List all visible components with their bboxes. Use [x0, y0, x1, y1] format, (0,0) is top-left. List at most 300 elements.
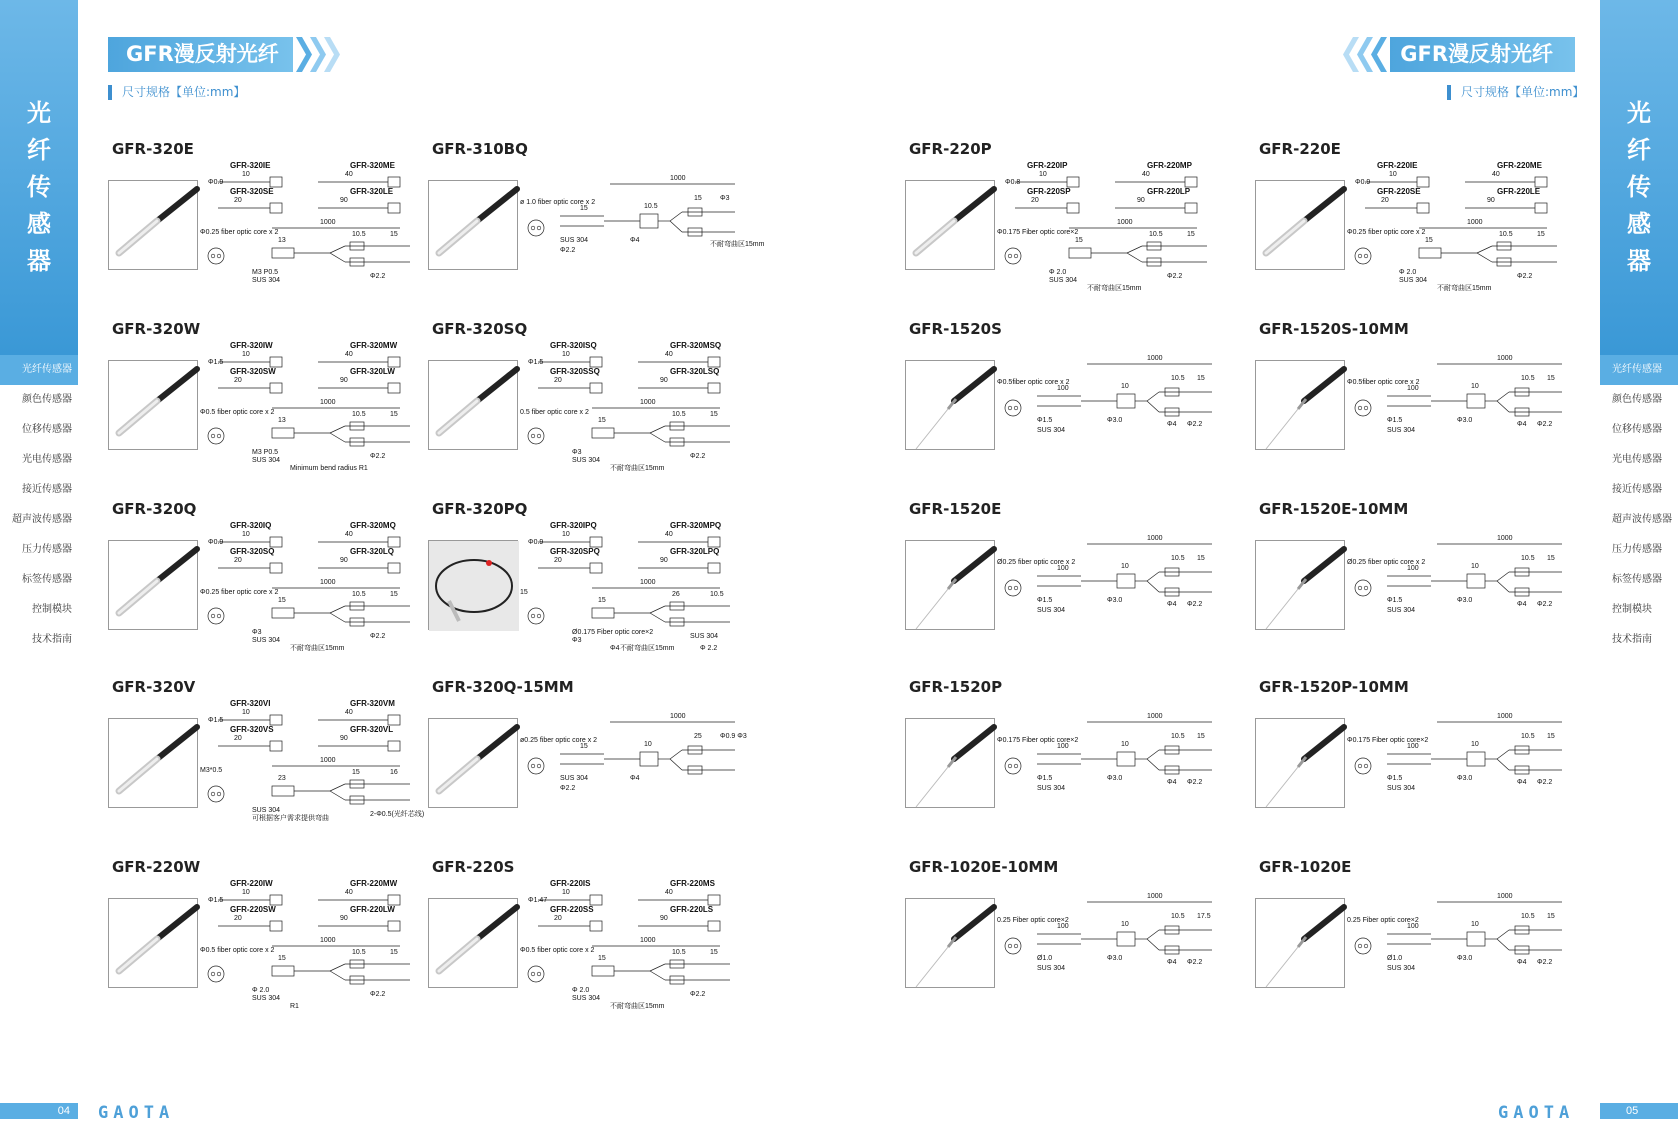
dimension-label: 10	[1121, 383, 1129, 390]
dimension-label: 不耐弯曲区15mm	[610, 465, 665, 472]
dimension-label: Φ3	[572, 449, 582, 456]
dimension-label: Φ4	[630, 775, 640, 782]
dimension-label: 1000	[320, 757, 336, 764]
nav-item-fiber[interactable]: 光纤传感器	[0, 355, 78, 385]
product-card	[428, 678, 758, 853]
dimension-drawing	[200, 694, 425, 834]
dimension-label: Φ1.5	[1387, 417, 1403, 424]
dimension-label: 不耐弯曲区15mm	[620, 645, 675, 652]
dimension-label: 15	[1187, 231, 1195, 238]
dimension-label: 1000	[640, 937, 656, 944]
dimension-label: GFR-320VS	[230, 725, 274, 734]
dimension-label: Φ4	[1517, 601, 1527, 608]
dimension-label: Ø1.0	[1387, 955, 1403, 962]
dimension-drawing	[1347, 156, 1567, 296]
brand-logo-right: GAOTA	[1498, 1103, 1575, 1123]
dimension-label: Φ1.5	[1037, 775, 1053, 782]
dimension-drawing	[520, 516, 740, 656]
dimension-label: M3 P0.5	[252, 269, 279, 276]
dimension-label: 10	[1121, 563, 1129, 570]
dimension-label: 10.5	[672, 411, 686, 418]
dimension-label: 0.25 Fiber optic core×2	[1347, 917, 1419, 924]
dimension-label: 1000	[1147, 535, 1163, 542]
nav-item-color[interactable]: 颜色传感器	[22, 394, 72, 405]
dimension-label: 15	[390, 411, 398, 418]
dimension-label: 1000	[320, 399, 336, 406]
dimension-label: 15	[1197, 733, 1205, 740]
dimension-label: Φ1.5	[528, 359, 544, 366]
dimension-label: 26	[672, 591, 680, 598]
nav-item-control-r[interactable]: 控制模块	[1612, 604, 1652, 615]
product-card	[1255, 858, 1585, 1033]
dimension-label: GFR-220SE	[1377, 187, 1421, 196]
dimension-label: Φ 2.0	[1049, 269, 1067, 276]
dimension-drawing	[997, 516, 1217, 656]
product-name: GFR-1020E	[1259, 858, 1352, 876]
dimension-label: Φ4	[1517, 421, 1527, 428]
nav-item-photoelectric-r[interactable]: 光电传感器	[1612, 454, 1662, 465]
vertical-title-right: 光 纤 传 感 器	[1627, 99, 1651, 275]
dimension-label: GFR-320IE	[230, 161, 271, 170]
dimension-label: 10	[562, 531, 570, 538]
dimension-label: SUS 304	[252, 637, 281, 644]
footer-left	[0, 1103, 300, 1123]
dimension-label: GFR-320MSQ	[670, 341, 722, 350]
nav-item-label[interactable]: 标签传感器	[22, 574, 72, 585]
nav-item-ultrasonic-r[interactable]: 超声波传感器	[1612, 514, 1672, 525]
dimension-label: GFR-320SSQ	[550, 367, 600, 376]
dimension-label: GFR-320SQ	[230, 547, 275, 556]
dimension-label: 1000	[640, 579, 656, 586]
product-name: GFR-320E	[112, 140, 194, 158]
dimension-label: GFR-320MW	[350, 341, 398, 350]
dimension-label: 10	[1471, 563, 1479, 570]
dimension-label: 10.5	[1171, 555, 1185, 562]
dimension-label: GFR-320SE	[230, 187, 274, 196]
dimension-label: 20	[1381, 197, 1389, 204]
dimension-label: Φ0.5fiber optic core x 2	[997, 379, 1070, 386]
dimension-label: 40	[345, 889, 353, 896]
product-photo	[1255, 360, 1345, 450]
dimension-label: Φ0.9	[208, 179, 224, 186]
dimension-label: Φ0.5 fiber optic core x 2	[200, 409, 275, 416]
dimension-label: SUS 304	[1387, 427, 1416, 434]
dimension-label: GFR-320SPQ	[550, 547, 600, 556]
dimension-label: 10	[242, 531, 250, 538]
dimension-label: 10	[562, 351, 570, 358]
dimension-label: 1000	[1497, 893, 1513, 900]
dimension-drawing	[1347, 336, 1567, 476]
dimension-label: SUS 304	[252, 807, 281, 814]
dimension-label: 15	[598, 597, 606, 604]
product-photo	[428, 718, 518, 808]
product-name: GFR-320SQ	[432, 320, 528, 338]
product-photo	[905, 718, 995, 808]
dimension-label: 15	[1547, 375, 1555, 382]
product-name: GFR-320PQ	[432, 500, 528, 518]
dimension-label: 15	[1537, 231, 1545, 238]
dimension-label: 10.5	[1521, 913, 1535, 920]
dimension-label: Minimum bend radius R1	[290, 465, 368, 472]
dimension-label: 40	[1142, 171, 1150, 178]
dimension-label: 不耐弯曲区15mm	[1437, 285, 1492, 292]
dimension-label: Φ 2.0	[252, 987, 270, 994]
dimension-label: Φ4	[1167, 959, 1177, 966]
dimension-label: 1000	[1497, 355, 1513, 362]
dimension-label: 10	[562, 889, 570, 896]
product-photo	[1255, 718, 1345, 808]
footer-right	[1380, 1103, 1678, 1123]
dimension-label: 10.5	[710, 591, 724, 598]
dimension-label: 90	[340, 915, 348, 922]
dimension-label: 1000	[1467, 219, 1483, 226]
dimension-label: Φ1.5	[208, 897, 224, 904]
dimension-label: 1000	[1497, 713, 1513, 720]
dimension-label: Φ1.5	[1037, 597, 1053, 604]
dimension-label: GFR-220ME	[1497, 161, 1542, 170]
dimension-label: Φ0.25 fiber optic core x 2	[200, 229, 279, 236]
dimension-label: GFR-320MQ	[350, 521, 396, 530]
dimension-label: Ø0.175 Fiber optic core×2	[572, 629, 654, 636]
dimension-label: Φ4	[610, 645, 620, 652]
vertical-title-left: 光 纤 传 感 器	[27, 99, 51, 275]
dimension-label: GFR-220IS	[550, 879, 591, 888]
dimension-label: 20	[1031, 197, 1039, 204]
dimension-label: 不耐弯曲区15mm	[610, 1003, 665, 1010]
dimension-label: GFR-320IPQ	[550, 521, 597, 530]
dimension-label: 10	[1471, 741, 1479, 748]
section-title-right: GFR漫反射光纤	[1400, 42, 1553, 66]
dimension-label: 15	[580, 743, 588, 750]
section-banner-left	[108, 37, 340, 72]
dimension-label: 15	[710, 411, 718, 418]
dimension-label: 40	[345, 351, 353, 358]
dimension-label: Φ1.5	[1387, 597, 1403, 604]
dimension-label: 15	[390, 949, 398, 956]
dimension-label: Φ0.175 Fiber optic core×2	[997, 737, 1079, 744]
dimension-label: 90	[340, 557, 348, 564]
dimension-label: 1000	[670, 175, 686, 182]
dimension-label: 40	[665, 351, 673, 358]
dimension-label: Φ3.0	[1457, 597, 1473, 604]
dimension-label: 15	[710, 949, 718, 956]
chevron-left-icon	[1371, 37, 1387, 72]
nav-item-guide[interactable]: 技术指南	[32, 634, 72, 645]
dimension-label: SUS 304	[1387, 607, 1416, 614]
dimension-label: Φ1.5	[208, 359, 224, 366]
nav-item-photoelectric[interactable]: 光电传感器	[22, 454, 72, 465]
product-photo	[905, 898, 995, 988]
dimension-label: 90	[340, 735, 348, 742]
dimension-label: Φ0.25 fiber optic core x 2	[1347, 229, 1426, 236]
dimension-label: Φ2.2	[1187, 601, 1203, 608]
dimension-label: 100	[1407, 385, 1419, 392]
dimension-label: 10.5	[644, 203, 658, 210]
dimension-label: Φ0.9	[1355, 179, 1371, 186]
nav-item-displacement-r[interactable]: 位移传感器	[1612, 424, 1662, 435]
product-name: GFR-1020E-10MM	[909, 858, 1059, 876]
dimension-label: GFR-320LE	[350, 187, 394, 196]
product-name: GFR-1520S	[909, 320, 1002, 338]
dimension-label: 10	[242, 171, 250, 178]
dimension-label: Φ1.5	[1037, 417, 1053, 424]
product-photo	[108, 718, 198, 808]
dimension-label: 17.5	[1197, 913, 1211, 920]
dimension-label: 100	[1407, 565, 1419, 572]
dimension-label: SUS 304	[1037, 607, 1066, 614]
dimension-label: ø 1.0 fiber optic core x 2	[520, 199, 596, 206]
product-name: GFR-1520P	[909, 678, 1003, 696]
nav-item-label-r[interactable]: 标签传感器	[1612, 574, 1662, 585]
product-photo	[1255, 540, 1345, 630]
nav-item-color-r[interactable]: 颜色传感器	[1612, 394, 1662, 405]
nav-item-proximity[interactable]: 接近传感器	[22, 484, 72, 495]
right-nav	[1600, 355, 1678, 655]
dimension-label: 25	[694, 733, 702, 740]
dimension-label: 1000	[1147, 893, 1163, 900]
dimension-label: SUS 304	[252, 277, 281, 284]
dimension-label: 15	[1197, 555, 1205, 562]
dimension-label: SUS 304	[1399, 277, 1428, 284]
dimension-label: 不耐弯曲区15mm	[1087, 285, 1142, 292]
dimension-label: 10.5	[1521, 375, 1535, 382]
dimension-label: Φ2.2	[560, 247, 576, 254]
dimension-label: GFR-320VL	[350, 725, 394, 734]
dimension-label: 40	[345, 171, 353, 178]
product-card	[428, 140, 765, 315]
dimension-label: Φ3.0	[1107, 417, 1123, 424]
nav-item-displacement[interactable]: 位移传感器	[22, 424, 72, 435]
dimension-label: 10.5	[352, 591, 366, 598]
dimension-label: 40	[665, 531, 673, 538]
dimension-label: Φ0.25 fiber optic core x 2	[200, 589, 279, 596]
dimension-drawing	[997, 694, 1217, 834]
page-number-left: 04	[0, 1103, 78, 1119]
dimension-label: Φ0.5fiber optic core x 2	[1347, 379, 1420, 386]
dimension-label: Φ3.0	[1457, 955, 1473, 962]
product-card	[108, 678, 438, 853]
dimension-label: 10	[1121, 921, 1129, 928]
dimension-label: 15	[1547, 913, 1555, 920]
dimension-label: M3*0.5	[200, 767, 223, 774]
left-nav	[0, 355, 78, 655]
dimension-label: 10.5	[352, 949, 366, 956]
dimension-label: Φ2.2	[560, 785, 576, 792]
dimension-label: 1000	[320, 937, 336, 944]
dimension-label: 40	[345, 709, 353, 716]
dimension-label: SUS 304	[1387, 965, 1416, 972]
dimension-label: Φ2.2	[370, 991, 386, 998]
dimension-label: 10	[1039, 171, 1047, 178]
dimension-label: SUS 304	[560, 775, 589, 782]
dimension-label: Φ2.2	[370, 273, 386, 280]
product-card	[905, 140, 1235, 315]
dimension-label: 90	[660, 915, 668, 922]
dimension-drawing	[200, 336, 420, 476]
dimension-label: 0.5 fiber optic core x 2	[520, 409, 589, 416]
dimension-label: Ø0.25 fiber optic core x 2	[1347, 559, 1426, 566]
dimension-label: GFR-320SW	[230, 367, 276, 376]
dimension-drawing	[520, 874, 740, 1014]
dimension-label: 10	[1471, 383, 1479, 390]
dimension-label: 20	[554, 377, 562, 384]
dimension-label: Φ3	[720, 195, 730, 202]
dimension-label: 20	[234, 735, 242, 742]
chevron-right-icon	[324, 37, 340, 72]
dimension-label: GFR-220LS	[670, 905, 714, 914]
dimension-label: 10.5	[1521, 555, 1535, 562]
dimension-label: GFR-220LW	[350, 905, 395, 914]
dimension-label: 15	[1547, 733, 1555, 740]
dimension-label: 90	[340, 197, 348, 204]
dimension-drawing	[520, 694, 747, 834]
dimension-label: 1000	[1497, 535, 1513, 542]
dimension-label: GFR-220SS	[550, 905, 594, 914]
dimension-label: Ø1.0	[1037, 955, 1053, 962]
product-photo	[1255, 898, 1345, 988]
dimension-label: 15	[390, 591, 398, 598]
product-photo	[1255, 180, 1345, 270]
dimension-label: GFR-320LW	[350, 367, 395, 376]
dimension-label: 15	[278, 597, 286, 604]
dimension-drawing	[520, 336, 740, 476]
dimension-label: Φ2.2	[690, 453, 706, 460]
product-card	[1255, 500, 1585, 675]
nav-item-guide-r[interactable]: 技术指南	[1612, 634, 1652, 645]
dimension-label: 15	[1425, 237, 1433, 244]
dimension-label: SUS 304	[572, 457, 601, 464]
dimension-label: 15	[1197, 375, 1205, 382]
dimension-label: Φ2.2	[1187, 959, 1203, 966]
nav-item-pressure-r[interactable]: 压力传感器	[1612, 544, 1662, 555]
dimension-label: GFR-320IQ	[230, 521, 272, 530]
dimension-drawing	[1347, 694, 1567, 834]
dimension-label: Φ0.175 Fiber optic core×2	[1347, 737, 1429, 744]
dimension-label: GFR-320IW	[230, 341, 273, 350]
dimension-label: Φ2.2	[1517, 273, 1533, 280]
dimension-label: Φ3.0	[1107, 775, 1123, 782]
nav-item-pressure[interactable]: 压力传感器	[22, 544, 72, 555]
product-card	[905, 678, 1235, 853]
dimension-label: SUS 304	[252, 995, 281, 1002]
dimension-label: Φ0.5 fiber optic core x 2	[200, 947, 275, 954]
dimension-label: Φ4	[1167, 421, 1177, 428]
product-name: GFR-220E	[1259, 140, 1341, 158]
dimension-label: 90	[660, 377, 668, 384]
dimension-label: 90	[340, 377, 348, 384]
dimension-label: SUS 304	[1387, 785, 1416, 792]
dimension-label: 0.25 Fiber optic core×2	[997, 917, 1069, 924]
dimension-label: Ø0.25 fiber optic core x 2	[997, 559, 1076, 566]
dimension-label: SUS 304	[560, 237, 589, 244]
dimension-label: 15	[278, 955, 286, 962]
product-card	[108, 320, 438, 495]
dimension-label: 100	[1057, 385, 1069, 392]
dimension-label: 20	[234, 557, 242, 564]
dimension-label: 10.5	[1521, 733, 1535, 740]
product-name: GFR-220W	[112, 858, 201, 876]
dimension-label: 100	[1407, 743, 1419, 750]
nav-item-control[interactable]: 控制模块	[32, 604, 72, 615]
dimension-label: 20	[234, 197, 242, 204]
dimension-label: Φ4	[1167, 779, 1177, 786]
product-card	[1255, 320, 1585, 495]
dimension-label: 23	[278, 775, 286, 782]
dimension-label: 40	[1492, 171, 1500, 178]
dimension-label: 15	[1075, 237, 1083, 244]
dimension-label: SUS 304	[690, 633, 719, 640]
dimension-label: 15	[352, 769, 360, 776]
product-card	[1255, 678, 1585, 853]
dimension-label: GFR-320LQ	[350, 547, 395, 556]
dimension-label: Φ2.2	[370, 633, 386, 640]
dimension-label: Φ0.9	[208, 539, 224, 546]
dimension-drawing	[520, 156, 765, 296]
dimension-label: 10.5	[1149, 231, 1163, 238]
dimension-label: GFR-220MW	[350, 879, 398, 888]
product-name: GFR-1520P-10MM	[1259, 678, 1409, 696]
dimension-label: 10	[242, 889, 250, 896]
dimension-label: Φ1.5	[1387, 775, 1403, 782]
dimension-label: 1000	[1147, 713, 1163, 720]
product-photo	[905, 180, 995, 270]
dimension-label: 15	[1547, 555, 1555, 562]
dimension-label: Φ2.2	[1537, 421, 1553, 428]
dimension-label: Φ3.0	[1107, 955, 1123, 962]
dimension-drawing	[1347, 874, 1567, 1014]
dimension-label: 2-Φ0.5(光纤芯线)	[370, 811, 425, 818]
dimension-label: GFR-320VI	[230, 699, 271, 708]
dimension-label: Φ3.0	[1457, 417, 1473, 424]
dimension-drawing	[200, 874, 420, 1014]
dimension-label: GFR-220SW	[230, 905, 276, 914]
dimension-label: 15	[520, 589, 528, 596]
dimension-label: Φ3.0	[1457, 775, 1473, 782]
product-name: GFR-320Q	[112, 500, 197, 518]
dimension-label: 1000	[640, 399, 656, 406]
dimension-label: Φ 2.2	[700, 645, 718, 652]
dimension-drawing	[200, 516, 420, 656]
dimension-label: GFR-220LP	[1147, 187, 1191, 196]
product-name: GFR-310BQ	[432, 140, 528, 158]
dimension-label: 20	[234, 377, 242, 384]
spec-subtitle-left: 尺寸规格【单位:mm】	[108, 85, 245, 100]
dimension-label: Φ0.9	[528, 539, 544, 546]
dimension-label: GFR-320MPQ	[670, 521, 722, 530]
nav-item-fiber-r[interactable]: 光纤传感器	[1600, 355, 1678, 385]
dimension-drawing	[997, 874, 1217, 1014]
product-photo	[108, 360, 198, 450]
product-card	[905, 858, 1235, 1033]
dimension-label: SUS 304	[1037, 427, 1066, 434]
product-card	[1255, 140, 1585, 315]
product-name: GFR-320W	[112, 320, 201, 338]
dimension-label: 40	[345, 531, 353, 538]
dimension-label: SUS 304	[252, 457, 281, 464]
dimension-label: ø0.25 fiber optic core x 2	[520, 737, 598, 744]
nav-item-proximity-r[interactable]: 接近传感器	[1612, 484, 1662, 495]
dimension-label: 40	[665, 889, 673, 896]
product-name: GFR-320Q-15MM	[432, 678, 574, 696]
dimension-label: R1	[290, 1003, 299, 1010]
product-card	[428, 858, 758, 1033]
dimension-drawing	[1347, 516, 1567, 656]
dimension-label: Φ2.2	[690, 991, 706, 998]
dimension-label: 90	[1487, 197, 1495, 204]
nav-item-ultrasonic[interactable]: 超声波传感器	[12, 514, 72, 525]
dimension-label: 15	[390, 231, 398, 238]
dimension-label: SUS 304	[1049, 277, 1078, 284]
